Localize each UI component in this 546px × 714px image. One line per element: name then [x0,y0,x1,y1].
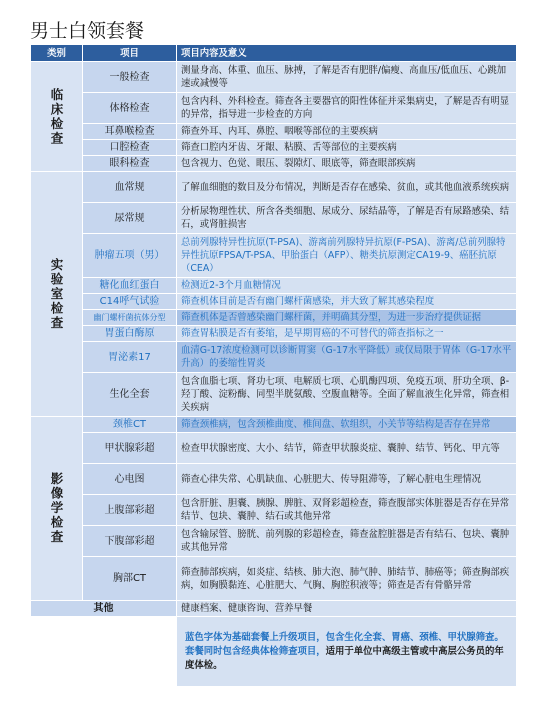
item-desc: 分析尿物理性状、所含各类细胞、尿成分、尿结晶等，了解是否有尿路感染、结石，或肾脏损害 [177,203,517,234]
table-row [31,172,517,203]
table-row [31,140,517,156]
table-row [31,601,517,617]
item-desc: 包含血脂七项、肾功七项、电解质七项、心肌酶四项、免疫五项、肝功全项、β-羟丁酸、淀粉酶、同型半胱氨酸、空腹血糖等。全面了解血液生化异常，筛查相关疾病 [177,373,517,417]
table-row [31,373,517,417]
header-item: 项目 [83,45,177,62]
table-row [31,617,517,687]
table-row [31,156,517,172]
header-content: 项目内容及意义 [177,45,517,62]
item-name: 胸部CT [83,557,177,601]
footnote-spacer [31,617,177,687]
package-table [30,44,517,687]
item-desc: 总前列腺特异性抗原(T-PSA)、游离前列腺特异抗原(F-PSA)、游离/总前列腺特异性抗原FPSA/T-PSA、甲胎蛋白（AFP）、糖类抗原测定CA19-9、癌胚抗原（CEA） [177,234,517,278]
item-name: 生化全套 [83,373,177,417]
category-label: 影像学检查 [49,472,64,545]
table-row [31,433,517,464]
table-header-row [31,45,517,62]
item-desc: 筛查颈椎病，包含颈椎曲度、椎间盘、软组织，小关节等结构是否存在异常 [177,417,517,433]
item-desc: 筛查肺部疾病，如炎症、结核、肺大泡、肺气肿、肺结节、肺癌等；筛查胸部疾病，如胸膜黏连、心脏肥大、气胸、胸腔积液等；筛查是否有骨骼异常 [177,557,517,601]
item-desc: 筛查心律失常、心肌缺血、心脏肥大、传导阻滞等，了解心脏电生理情况 [177,464,517,495]
item-desc: 检查甲状腺密度、大小、结节，筛查甲状腺炎症、囊肿、结节、钙化、甲亢等 [177,433,517,464]
table-row [31,294,517,310]
header-category: 类别 [31,45,83,62]
category-other: 其他 [31,601,177,617]
category-imaging [31,417,83,601]
category-lab [31,172,83,417]
item-name: 上腹部彩超 [83,495,177,526]
item-desc: 血清G-17浓度检测可以诊断胃窦（G-17水平降低）或仅局限于胃体（G-17水平升高）的萎缩性胃炎 [177,342,517,373]
category-clinical [31,62,83,172]
item-name: 血常规 [83,172,177,203]
item-name: 一般检查 [83,62,177,93]
table-row [31,93,517,124]
item-name: 幽门螺杆菌抗体分型 [83,310,177,326]
table-row [31,62,517,93]
item-name: 耳鼻喉检查 [83,124,177,140]
item-name: 胃蛋白酶原 [83,326,177,342]
page-title: 男士白领套餐 [30,20,145,42]
table-row [31,124,517,140]
item-desc: 包含内科、外科检查。筛查各主要器官的阳性体征并采集病史，了解是否有明显的异常，指导进一步检查的方向 [177,93,517,124]
item-name: 肿瘤五项（男） [83,234,177,278]
table-row [31,310,517,326]
item-name: 下腹部彩超 [83,526,177,557]
item-desc: 包含输尿管、膀胱、前列腺的彩超检查，筛查盆腔脏器是否有结石、包块、囊肿或其他异常 [177,526,517,557]
category-label: 实验室检查 [49,257,64,331]
item-name: 糖化血红蛋白 [83,278,177,294]
table-row [31,326,517,342]
item-name: 胃泌素17 [83,342,177,373]
footnote-blue: 蓝色字体为基础套餐上升级项目，包含生化全套、胃癌、颈椎、甲状腺筛查。套餐同时包含经典体检筛查项目， [185,631,504,657]
table-row [31,203,517,234]
footnote-black: 适用于单位中高级主管或中高层公务员的年度体检。 [185,645,504,671]
item-desc: 健康档案、健康咨询、营养早餐 [177,601,517,617]
table-row [31,495,517,526]
table-row [31,417,517,433]
item-name: 心电图 [83,464,177,495]
item-desc: 筛查外耳、内耳、鼻腔、咽喉等部位的主要疾病 [177,124,517,140]
item-name: 口腔检查 [83,140,177,156]
item-desc: 包含视力、色觉、眼压、裂隙灯、眼底等，筛查眼部疾病 [177,156,517,172]
item-name: 尿常规 [83,203,177,234]
footnote [177,617,517,687]
item-name: C14呼气试验 [83,294,177,310]
item-name: 体格检查 [83,93,177,124]
item-name: 眼科检查 [83,156,177,172]
table-row [31,234,517,278]
item-desc: 筛查机体目前是否有幽门螺杆菌感染，并大致了解其感染程度 [177,294,517,310]
table-row [31,278,517,294]
item-desc: 筛查机体是否曾感染幽门螺杆菌，并明确其分型，为进一步治疗提供证据 [177,310,517,326]
item-desc: 筛查胃粘膜是否有萎缩，是早期胃癌的不可替代的筛查指标之一 [177,326,517,342]
table-row [31,464,517,495]
item-desc: 检测近2-3个月血糖情况 [177,278,517,294]
item-desc: 筛查口腔内牙齿、牙龈、粘膜、舌等部位的主要疾病 [177,140,517,156]
item-desc: 了解血细胞的数目及分布情况，判断是否存在感染、贫血，或其他血液系统疾病 [177,172,517,203]
item-name: 甲状腺彩超 [83,433,177,464]
item-desc: 包含肝脏、胆囊、胰腺、脾脏、双肾彩超检查，筛查腹部实体脏器是否存在异常结节、包块、囊肿、结石或其他异常 [177,495,517,526]
category-label: 临床检查 [49,87,64,146]
table-row [31,526,517,557]
item-desc: 测量身高、体重、血压、脉搏，了解是否有肥胖/偏瘦、高血压/低血压、心跳加速或减慢等 [177,62,517,93]
item-name: 颈椎CT [83,417,177,433]
table-row [31,342,517,373]
table-row [31,557,517,601]
